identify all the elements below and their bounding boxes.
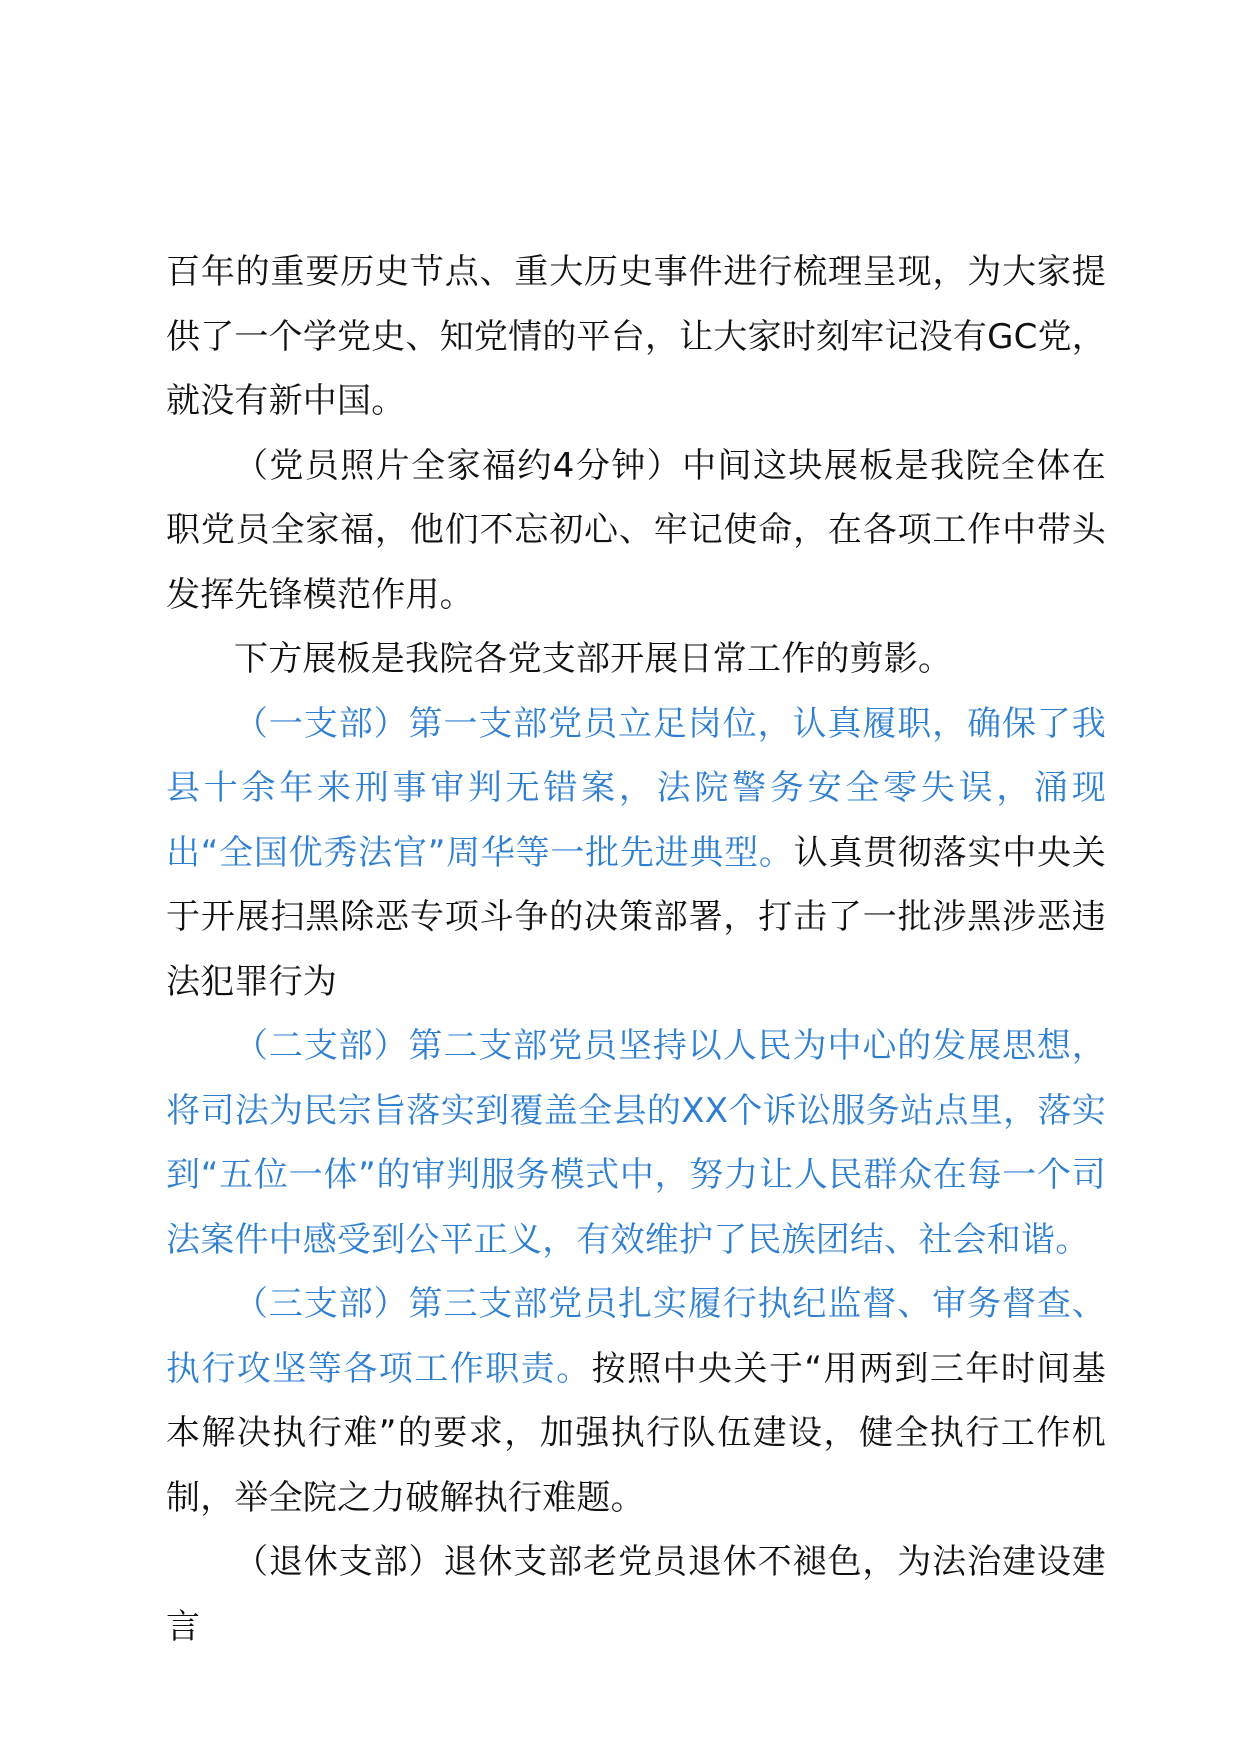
paragraph-lower-board	[166, 627, 1106, 692]
paragraph-text: （党员照片全家福约4分钟）中间这块展板是我院全体在职党员全家福，他们不忘初心、牢记使命，在各项工作中带头发挥先锋模范作用。	[166, 445, 1106, 615]
highlighted-text: （三支部）第三支部党员扎实履行执纪监督、审务督查、执行攻坚等各项工作职责。	[166, 1284, 1106, 1389]
highlighted-text: （二支部）第二支部党员坚持以人民为中心的发展思想，将司法为民宗旨落实到覆盖全县的XX个诉讼服务站点里，落实到“五位一体”的审判服务模式中，努力让人民群众在每一个司法案件中感受到公平正义，有效维护了民族团结、社会和谐。	[166, 1026, 1106, 1260]
highlighted-text: （一支部）第一支部党员立足岗位，认真履职，确保了我县十余年来刑事审判无错案，法院警务安全零失误，涌现出“全国优秀法官”周华等一批先进典型。	[166, 703, 1106, 873]
paragraph-first-branch	[166, 692, 1106, 1015]
paragraph-text: 下方展板是我院各党支部开展日常工作的剪影。	[234, 639, 953, 679]
paragraph-intro-continuation	[166, 240, 1106, 434]
paragraph-text: 按照中央关于“用两到三年时间基本解决执行难”的要求，加强执行队伍建设，健全执行工作机制，举全院之力破解执行难题。	[166, 1348, 1106, 1518]
paragraph-third-branch	[166, 1272, 1106, 1530]
document-body	[166, 240, 1106, 1659]
paragraph-text: 百年的重要历史节点、重大历史事件进行梳理呈现，为大家提供了一个学党史、知党情的平台，让大家时刻牢记没有GC党，就没有新中国。	[166, 252, 1106, 421]
paragraph-second-branch	[166, 1014, 1106, 1272]
paragraph-party-member-photo	[166, 434, 1106, 628]
paragraph-text: 认真贯彻落实中央关于开展扫黑除恶专项斗争的决策部署，打击了一批涉黑涉恶违法犯罪行为	[166, 832, 1106, 1002]
paragraph-retired-branch	[166, 1530, 1106, 1659]
paragraph-text: （退休支部）退休支部老党员退休不褪色，为法治建设建言	[166, 1542, 1106, 1647]
